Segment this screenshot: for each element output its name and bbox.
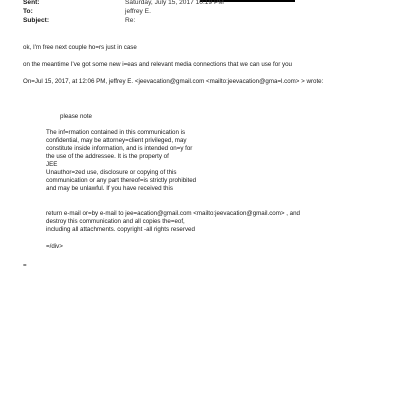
disclaimer-line: confidential, may be attorney=client privileged, may [46, 136, 187, 144]
disclaimer-line: JEE [46, 160, 58, 168]
disclaimer-line: including all attachments. copyright -all rights reserved [46, 225, 195, 233]
disclaimer-line: and may be unlawful. If you have received this [46, 184, 173, 192]
sent-label: Sent: [23, 0, 40, 7]
trailing-character: = [23, 262, 27, 269]
quoted-disclaimer-paragraph-2 [46, 210, 300, 234]
disclaimer-line: return e-mail or=by e-mail to jee=acation@gmail.com <mailto:jeevacation@gmail.com> , and [46, 210, 300, 217]
disclaimer-line: constitute inside information, and is intended on=y for [46, 144, 193, 152]
email-header [23, 0, 393, 26]
body-line-2: on the meantime I've got some new i=eas and relevant media connections that we can use for you [23, 61, 292, 68]
disclaimer-line: The inf=rmation contained in this communication is [46, 129, 186, 136]
body-line-1: ok, I'm free next couple ho=rs just in case [23, 44, 137, 51]
sent-value: Saturday, July 15, 2017 10:19 PM [125, 0, 224, 7]
to-label: To: [23, 8, 33, 16]
subject-row [23, 17, 393, 26]
quoted-note: please note [60, 113, 92, 120]
to-row [23, 8, 393, 17]
sent-row [23, 0, 393, 8]
disclaimer-line: the use of the addressee. It is the property of [46, 152, 169, 160]
disclaimer-line: Unauthor=zed use, disclosure or copying of this [46, 168, 177, 176]
subject-label: Subject: [23, 17, 50, 25]
quoted-closing-tag: =/div> [46, 243, 63, 250]
quoted-disclaimer-paragraph-1 [46, 129, 196, 193]
disclaimer-line: communication or any part thereof=is strictly prohibited [46, 176, 197, 184]
to-value: jeffrey E. [125, 8, 151, 16]
quote-attribution: On=Jul 15, 2017, at 12:06 PM, jeffrey E. <jeevacation@gmail.com <mailto:jeevacation@gma=l.com> > wrote: [23, 78, 324, 85]
disclaimer-line: destroy this communication and all copies the=eof, [46, 217, 185, 225]
subject-value: Re: [125, 17, 136, 25]
